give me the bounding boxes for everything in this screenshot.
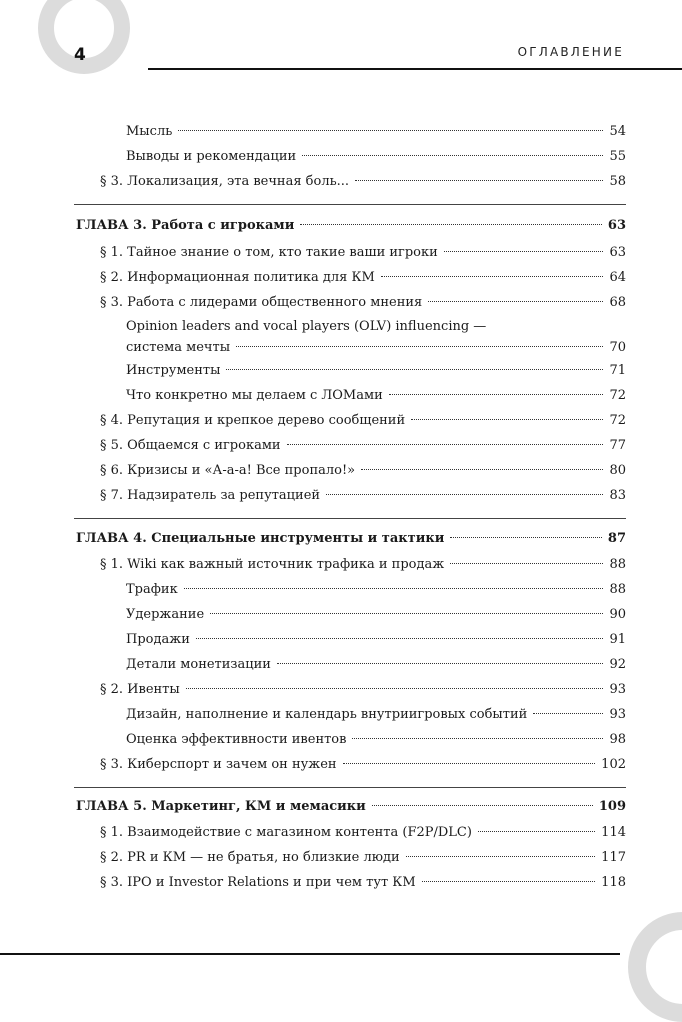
leader-dots	[411, 419, 603, 420]
toc-entry-title: Удержание	[126, 607, 205, 622]
toc-entry-title-line1: Opinion leaders and vocal players (OLV) influencing —	[126, 319, 487, 334]
toc-entry[interactable]	[100, 488, 626, 504]
chapter-divider	[74, 518, 626, 519]
toc-entry-title: Инструменты	[126, 363, 221, 378]
toc-entry-page: 93	[609, 707, 626, 722]
toc-entry-title: Продажи	[126, 632, 190, 647]
leader-dots	[287, 444, 604, 445]
toc-entry[interactable]	[126, 607, 626, 623]
toc-entry-page: 72	[609, 413, 626, 428]
toc-entry[interactable]	[100, 850, 626, 866]
toc-entry[interactable]	[100, 463, 626, 479]
toc-entry-title: § 3. Работа с лидерами общественного мнения	[100, 295, 423, 310]
toc-entry-title: § 2. PR и КМ — не братья, но близкие люди	[100, 850, 400, 865]
toc-entry-page: 63	[609, 245, 626, 260]
toc-entry-title: § 1. Взаимодействие с магазином контента (F2P/DLC)	[100, 825, 472, 840]
toc-entry[interactable]	[100, 875, 626, 891]
toc-entry-title: § 2. Ивенты	[100, 682, 180, 697]
toc-entry[interactable]	[100, 557, 626, 573]
leader-dots	[478, 831, 595, 832]
toc-entry-page: 77	[609, 438, 626, 453]
leader-dots	[533, 713, 603, 714]
leader-dots	[352, 738, 603, 739]
leader-dots	[355, 180, 603, 181]
toc-entry[interactable]	[100, 825, 626, 841]
toc-entry-page: 83	[609, 488, 626, 503]
leader-dots	[178, 130, 603, 131]
toc-entry-title: Что конкретно мы делаем с ЛОМами	[126, 388, 383, 403]
toc-entry-page: 63	[607, 218, 626, 233]
toc-entry-title: § 4. Репутация и крепкое дерево сообщений	[100, 413, 406, 428]
leader-dots	[196, 638, 604, 639]
toc-entry-title: § 3. Локализация, эта вечная боль...	[100, 174, 350, 189]
toc-entry-page: 55	[609, 149, 626, 164]
toc-entry-title: Детали монетизации	[126, 657, 271, 672]
toc-entry-page: 92	[609, 657, 626, 672]
toc-entry-title: система мечты	[126, 340, 231, 355]
toc-entry-title: § 6. Кризисы и «А-а-а! Все пропало!»	[100, 463, 356, 478]
leader-dots	[361, 469, 603, 470]
toc-entry-page: 71	[609, 363, 626, 378]
toc-entry-title: § 2. Информационная политика для КМ	[100, 270, 375, 285]
toc-entry-title: Дизайн, наполнение и календарь внутриигровых событий	[126, 707, 528, 722]
toc-entry-title: § 3. Киберспорт и зачем он нужен	[100, 757, 337, 772]
toc-entry[interactable]	[126, 582, 626, 598]
toc-entry-title: ГЛАВА 5. Маркетинг, КМ и мемасики	[76, 799, 366, 814]
toc-entry-page: 109	[598, 799, 626, 814]
leader-dots	[343, 763, 596, 764]
leader-dots	[372, 805, 593, 806]
footer-rule	[0, 953, 620, 955]
leader-dots	[444, 251, 604, 252]
toc-entry-title: § 1. Тайное знание о том, кто такие ваши игроки	[100, 245, 438, 260]
toc-entry-title: § 3. IPO и Investor Relations и при чем тут КМ	[100, 875, 416, 890]
toc-entry-title: § 1. Wiki как важный источник трафика и продаж	[100, 557, 445, 572]
toc-entry[interactable]	[126, 340, 626, 356]
page-number: 4	[74, 45, 86, 65]
toc-entry[interactable]	[100, 682, 626, 698]
toc-entry-title: ГЛАВА 3. Работа с игроками	[76, 218, 295, 233]
toc-entry-page: 88	[609, 582, 626, 597]
toc-chapter-entry[interactable]	[76, 218, 626, 234]
toc-chapter-entry[interactable]	[76, 531, 626, 547]
toc-entry-page: 64	[609, 270, 626, 285]
toc-entry[interactable]	[100, 245, 626, 261]
toc-entry[interactable]	[126, 124, 626, 140]
chapter-divider	[74, 787, 626, 788]
leader-dots	[184, 588, 604, 589]
leader-dots	[389, 394, 604, 395]
toc-entry-title: Оценка эффективности ивентов	[126, 732, 347, 747]
leader-dots	[422, 881, 595, 882]
toc-entry-page: 58	[609, 174, 626, 189]
toc-entry-page: 98	[609, 732, 626, 747]
leader-dots	[277, 663, 604, 664]
leader-dots	[300, 224, 602, 225]
toc-entry-title: § 7. Надзиратель за репутацией	[100, 488, 321, 503]
toc-entry-page: 93	[609, 682, 626, 697]
running-header: ОГЛАВЛЕНИЕ	[517, 45, 624, 59]
toc-entry-page: 117	[601, 850, 626, 865]
toc-chapter-entry[interactable]	[76, 799, 626, 815]
toc-entry[interactable]	[126, 632, 626, 648]
toc-entry-page: 118	[601, 875, 626, 890]
leader-dots	[450, 537, 602, 538]
header-rule	[148, 68, 682, 70]
toc-entry[interactable]	[100, 438, 626, 454]
toc-entry-page: 102	[601, 757, 626, 772]
toc-entry[interactable]	[100, 270, 626, 286]
toc-entry-page: 54	[609, 124, 626, 139]
toc-entry-page: 88	[609, 557, 626, 572]
toc-entry[interactable]	[126, 149, 626, 165]
toc-entry[interactable]	[126, 732, 626, 748]
toc-entry[interactable]	[100, 174, 626, 190]
toc-entry[interactable]	[100, 413, 626, 429]
toc-entry-page: 80	[609, 463, 626, 478]
toc-entry-title: § 5. Общаемся с игроками	[100, 438, 281, 453]
leader-dots	[450, 563, 603, 564]
toc-entry-title: Мысль	[126, 124, 173, 139]
toc-entry-page: 91	[609, 632, 626, 647]
toc-entry-page: 114	[601, 825, 626, 840]
toc-entry-page: 90	[609, 607, 626, 622]
toc-entry-page: 70	[609, 340, 626, 355]
toc-entry[interactable]	[126, 657, 626, 673]
toc-entry[interactable]	[100, 757, 626, 773]
leader-dots	[186, 688, 604, 689]
toc-entry[interactable]	[126, 388, 626, 404]
toc-entry-title: Трафик	[126, 582, 178, 597]
toc-entry[interactable]	[126, 707, 626, 723]
toc-entry[interactable]	[100, 295, 626, 311]
toc-entry-page: 72	[609, 388, 626, 403]
toc-entry-title: Выводы и рекомендации	[126, 149, 297, 164]
leader-dots	[210, 613, 603, 614]
toc-entry-page: 68	[609, 295, 626, 310]
decorative-ring-bottom	[628, 912, 682, 1022]
toc-entry[interactable]	[126, 363, 626, 379]
chapter-divider	[74, 204, 626, 205]
leader-dots	[236, 346, 603, 347]
leader-dots	[381, 276, 604, 277]
toc-entry-title: ГЛАВА 4. Специальные инструменты и тактики	[76, 531, 445, 546]
leader-dots	[302, 155, 603, 156]
toc-entry-page: 87	[607, 531, 626, 546]
leader-dots	[326, 494, 603, 495]
leader-dots	[226, 369, 603, 370]
leader-dots	[406, 856, 595, 857]
leader-dots	[428, 301, 603, 302]
